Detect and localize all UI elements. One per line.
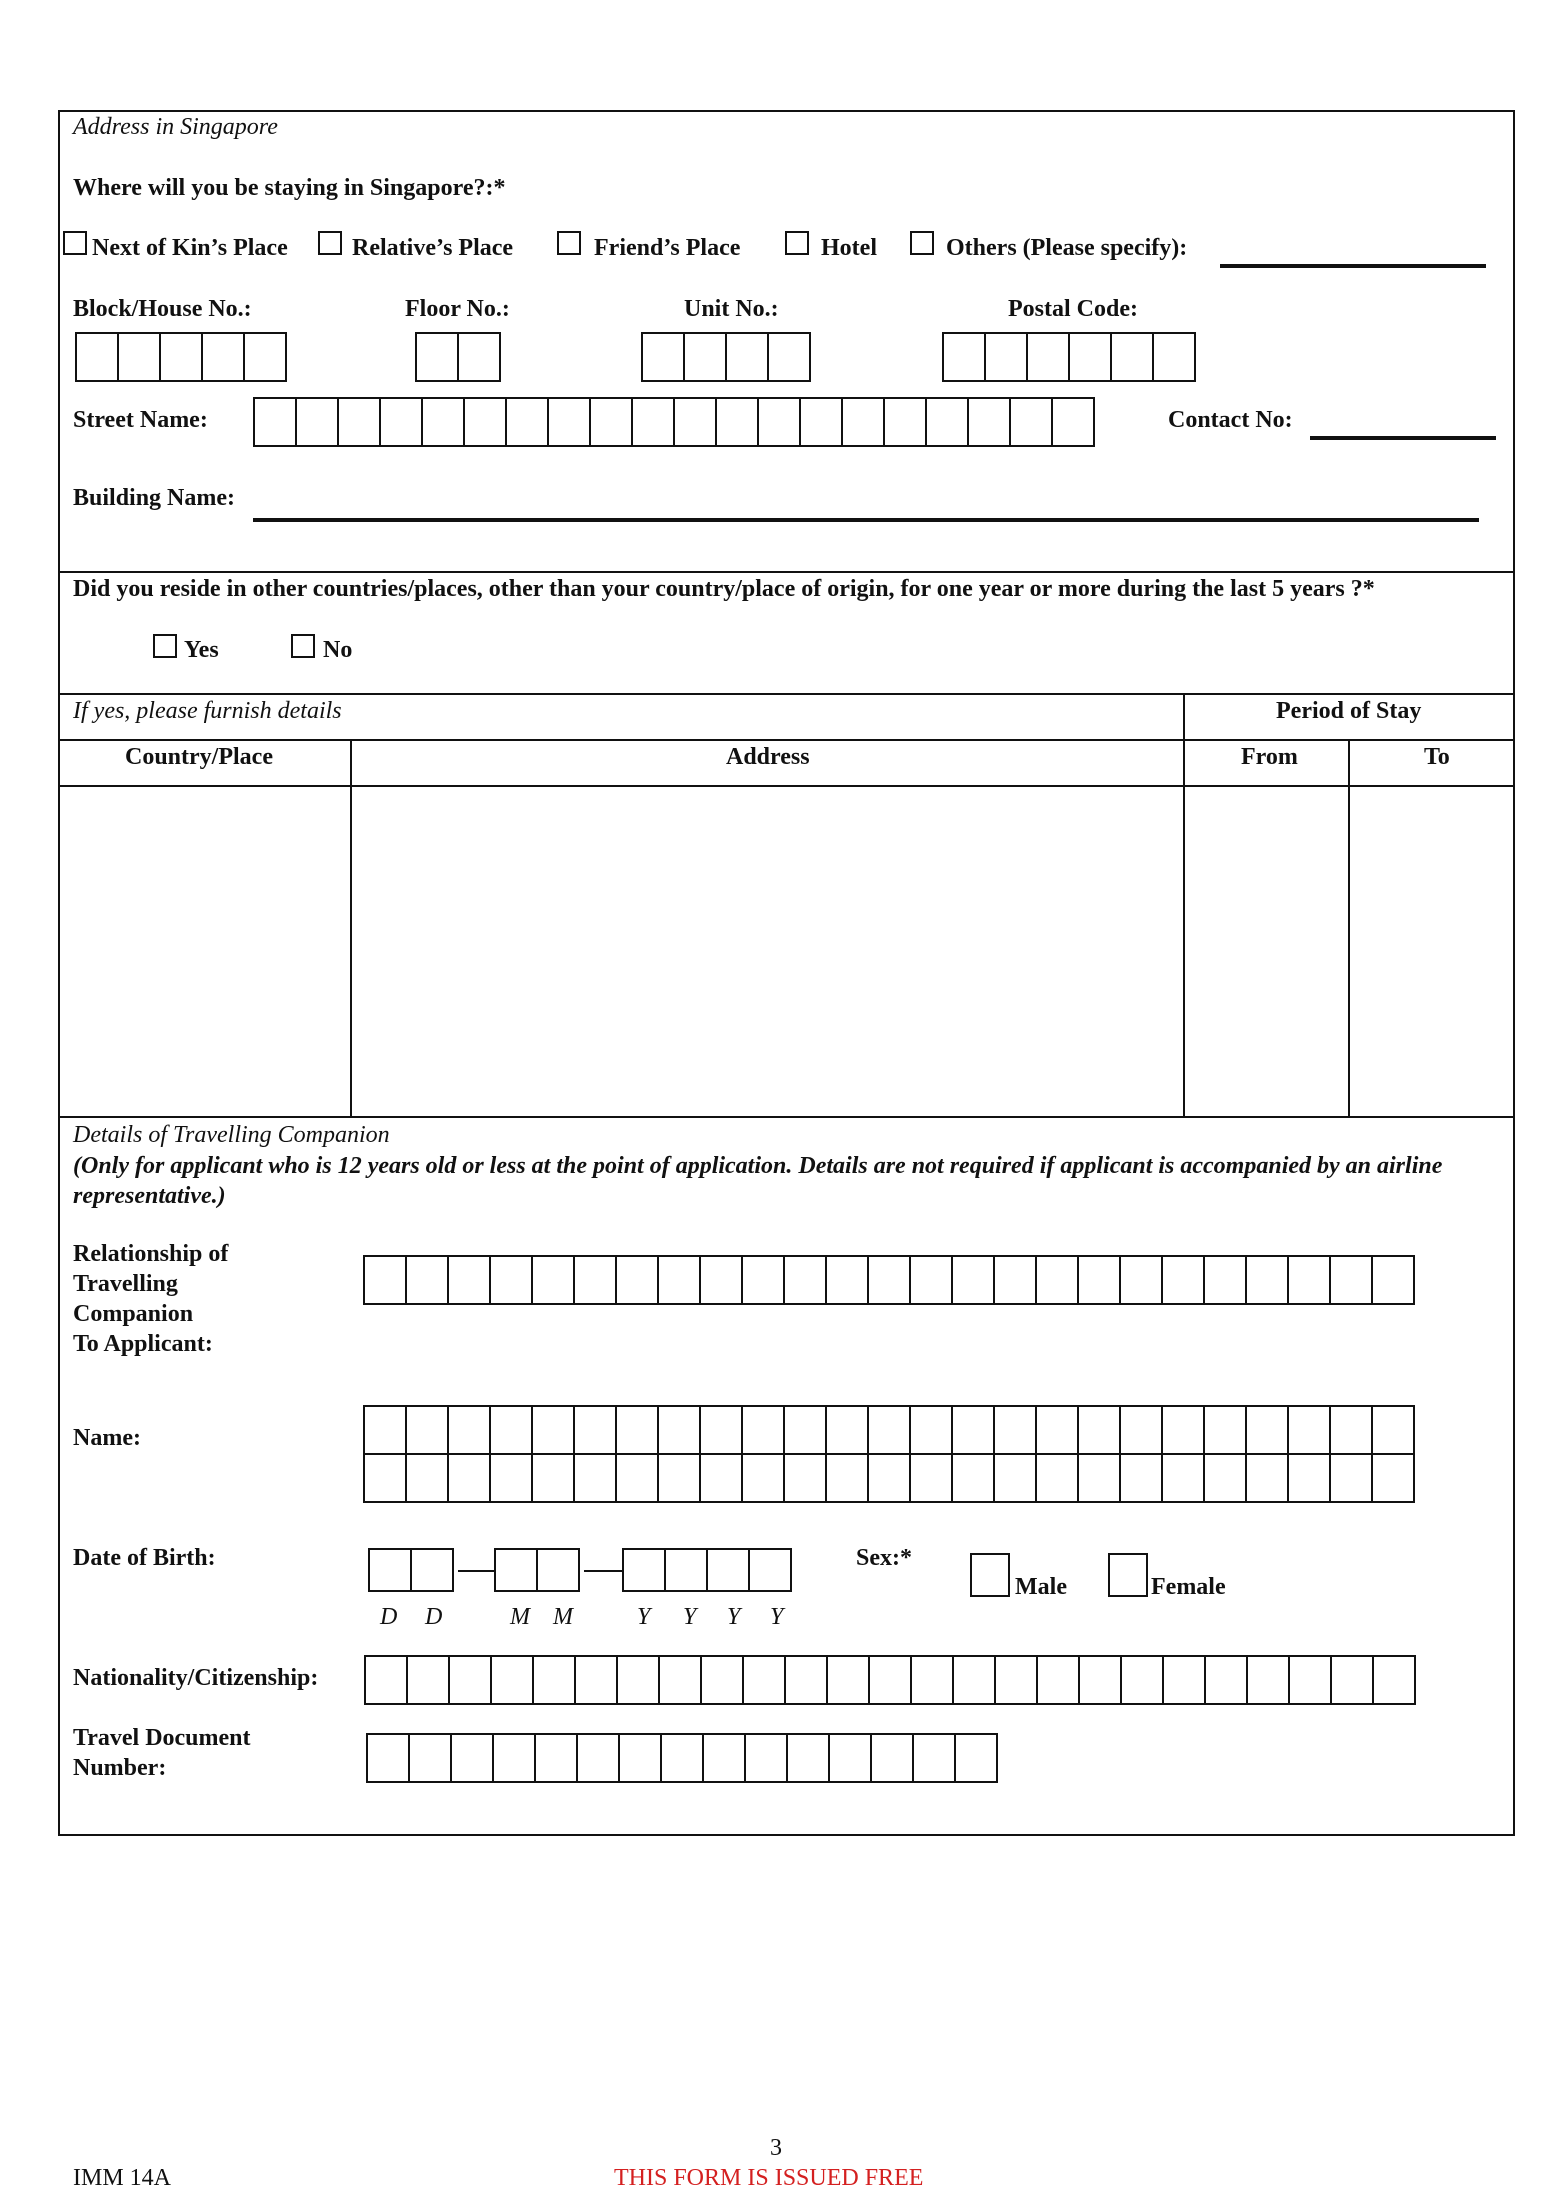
col-address: Address (726, 744, 810, 770)
form-code: IMM 14A (73, 2165, 172, 2191)
period-of-stay-label: Period of Stay (1276, 698, 1422, 724)
stay-cell-from[interactable] (1185, 787, 1347, 1115)
contact-no-field[interactable] (1310, 436, 1496, 440)
others-specify-field[interactable] (1220, 264, 1486, 268)
checkbox-male[interactable] (970, 1553, 1010, 1597)
option-next-of-kin-label: Next of Kin’s Place (92, 235, 288, 261)
name-field-row-2[interactable] (363, 1453, 1415, 1503)
checkbox-female[interactable] (1108, 1553, 1148, 1597)
block-house-label: Block/House No.: (73, 296, 252, 322)
street-name-field[interactable] (253, 397, 1095, 447)
relationship-field[interactable] (363, 1255, 1415, 1305)
companion-note: (Only for applicant who is 12 years old or less at the point of application. Details are not required if applicant is accompanied by an airline representative.) (73, 1153, 1443, 1209)
dob-format-d1: D (380, 1604, 398, 1630)
dob-format-d2: D (425, 1604, 443, 1630)
dob-day-field[interactable] (368, 1548, 454, 1592)
postal-code-label: Postal Code: (1008, 296, 1138, 322)
checkbox-reside-no[interactable] (291, 634, 315, 658)
page-number: 3 (770, 2135, 782, 2161)
travel-doc-label-1: Travel Document (73, 1725, 251, 1751)
street-name-label: Street Name: (73, 407, 208, 433)
checkbox-hotel[interactable] (785, 231, 809, 255)
dob-label: Date of Birth: (73, 1545, 216, 1571)
companion-title: Details of Travelling Companion (73, 1122, 390, 1148)
address-section-title: Address in Singapore (73, 114, 278, 140)
reside-yes-label: Yes (184, 637, 219, 663)
reside-no-label: No (323, 637, 353, 663)
checkbox-next-of-kin[interactable] (63, 231, 87, 255)
dob-format-y3: Y (727, 1604, 741, 1630)
option-hotel-label: Hotel (821, 235, 877, 261)
relationship-label-3: Companion (73, 1301, 194, 1327)
male-label: Male (1015, 1574, 1067, 1600)
dob-format-y1: Y (637, 1604, 651, 1630)
col-to: To (1424, 744, 1450, 770)
unit-field[interactable] (641, 332, 811, 382)
residence-question: Did you reside in other countries/places, other than your country/place of origin, for one year or more during the last 5 years ?* (73, 576, 1375, 602)
checkbox-reside-yes[interactable] (153, 634, 177, 658)
building-name-label: Building Name: (73, 485, 236, 511)
divider-stay-header (58, 739, 1515, 741)
stay-details-label: If yes, please furnish details (73, 698, 342, 724)
dob-format-m1: M (510, 1604, 530, 1630)
dob-separator-1 (458, 1570, 494, 1572)
option-friend-label: Friend’s Place (594, 235, 741, 261)
divider-stay-table (58, 693, 1515, 695)
dob-format-y2: Y (683, 1604, 697, 1630)
relationship-label-2: Travelling (73, 1271, 178, 1297)
free-notice: THIS FORM IS ISSUED FREE (614, 2165, 924, 2191)
name-field-row-1[interactable] (363, 1405, 1415, 1455)
staying-question: Where will you be staying in Singapore?:* (73, 175, 506, 201)
dob-format-m2: M (553, 1604, 573, 1630)
building-name-field[interactable] (253, 518, 1479, 522)
option-others-label: Others (Please specify): (946, 235, 1188, 261)
unit-label: Unit No.: (684, 296, 779, 322)
block-house-field[interactable] (75, 332, 287, 382)
nationality-field[interactable] (364, 1655, 1416, 1705)
nationality-label: Nationality/Citizenship: (73, 1665, 319, 1691)
relationship-label-1: Relationship of (73, 1241, 229, 1267)
relationship-label-4: To Applicant: (73, 1331, 213, 1357)
name-label: Name: (73, 1425, 141, 1451)
female-label: Female (1151, 1574, 1226, 1600)
divider-residence (58, 571, 1515, 573)
stay-cell-to[interactable] (1350, 787, 1514, 1115)
col-country-place: Country/Place (125, 744, 273, 770)
floor-field[interactable] (415, 332, 501, 382)
sex-label: Sex:* (856, 1545, 912, 1571)
travel-doc-label-2: Number: (73, 1755, 167, 1781)
checkbox-relative[interactable] (318, 231, 342, 255)
travel-doc-field[interactable] (366, 1733, 998, 1783)
dob-month-field[interactable] (494, 1548, 580, 1592)
dob-separator-2 (584, 1570, 622, 1572)
stay-cell-address[interactable] (352, 787, 1182, 1115)
col-from: From (1241, 744, 1298, 770)
contact-no-label: Contact No: (1168, 407, 1293, 433)
stay-cell-country[interactable] (60, 787, 349, 1115)
checkbox-friend[interactable] (557, 231, 581, 255)
dob-format-y4: Y (770, 1604, 784, 1630)
option-relative-label: Relative’s Place (352, 235, 514, 261)
checkbox-others[interactable] (910, 231, 934, 255)
divider-companion (58, 1116, 1515, 1118)
dob-year-field[interactable] (622, 1548, 792, 1592)
postal-code-field[interactable] (942, 332, 1196, 382)
floor-label: Floor No.: (405, 296, 510, 322)
